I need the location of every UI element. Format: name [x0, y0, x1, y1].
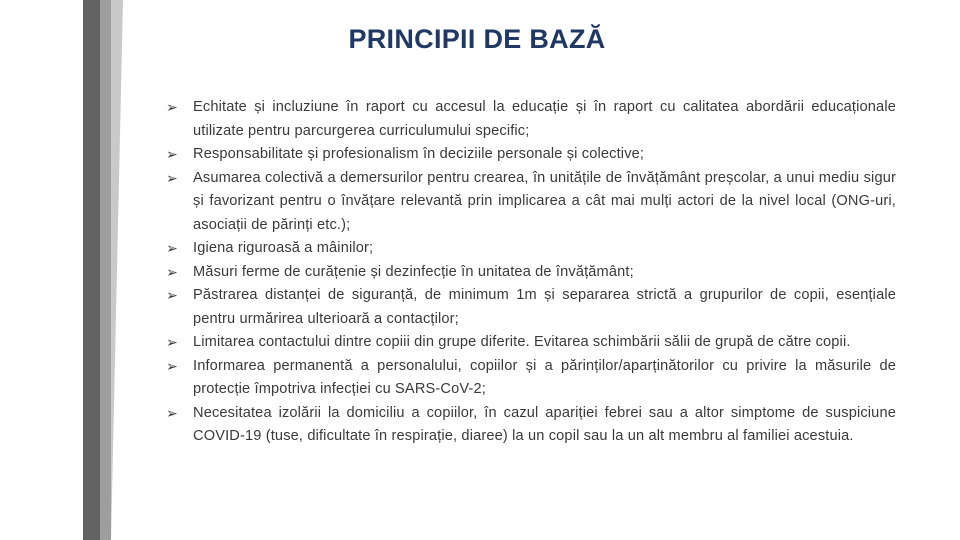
arrow-bullet-icon: ➢	[166, 146, 178, 162]
arrow-bullet-icon: ➢	[166, 99, 178, 115]
list-item	[166, 96, 896, 143]
slide-title: PRINCIPII DE BAZĂ	[348, 24, 606, 54]
decorative-stripe-dark	[83, 0, 100, 540]
arrow-bullet-icon: ➢	[166, 357, 178, 374]
list-item-text: Măsuri ferme de curățenie și dezinfecție în unitatea de învățământ;	[193, 263, 634, 280]
list-item	[166, 167, 896, 238]
list-item-text: Echitate și incluziune în raport cu accesul la educație și în raport cu calitatea abordării educaționale utilizate pentru parcurgerea curriculumului specific;	[193, 99, 896, 139]
list-item	[166, 261, 896, 285]
list-item-text: Necesitatea izolării la domiciliu a copiilor, în cazul apariției febrei sau a altor simptome de suspiciune COVID-19 (tuse, dificultate în respirație, diaree) la un copil sau la un alt membru al familiei acestuia.	[193, 404, 896, 444]
arrow-bullet-icon: ➢	[166, 287, 178, 303]
arrow-bullet-icon: ➢	[166, 240, 178, 256]
list-item-text: Păstrarea distanței de siguranță, de minimum 1m și separarea strictă a grupurilor de copii, esențiale pentru urmărirea ulterioară a contacților;	[193, 287, 896, 327]
list-item	[166, 331, 896, 355]
list-item	[166, 284, 896, 331]
list-item-text: Asumarea colectivă a demersurilor pentru crearea, în unitățile de învățământ preșcolar, a unui mediu sigur și favorizant pentru o învățare relevantă prin implicarea a cât mai mulți actori de la nivel local (ONG-uri, asociații de părinți etc.);	[193, 169, 896, 233]
list-item	[166, 355, 896, 402]
arrow-bullet-icon: ➢	[166, 263, 178, 280]
arrow-bullet-icon: ➢	[166, 169, 178, 186]
arrow-bullet-icon: ➢	[166, 334, 178, 350]
list-item	[166, 402, 896, 449]
arrow-bullet-icon: ➢	[166, 404, 178, 421]
principles-list	[166, 96, 896, 449]
decorative-stripe-wedge	[111, 0, 123, 540]
list-item	[166, 143, 896, 167]
list-item-text: Igiena riguroasă a mâinilor;	[193, 240, 374, 256]
list-item-text: Limitarea contactului dintre copiii din grupe diferite. Evitarea schimbării sălii de grupă de către copii.	[193, 334, 851, 350]
decorative-stripe-light	[100, 0, 111, 540]
list-item	[166, 237, 896, 261]
list-item-text: Informarea permanentă a personalului, copiilor și a părinților/aparținătorilor cu privire la măsurile de protecție împotriva infecției cu SARS-CoV-2;	[193, 357, 896, 397]
list-item-text: Responsabilitate și profesionalism în deciziile personale și colective;	[193, 146, 645, 162]
